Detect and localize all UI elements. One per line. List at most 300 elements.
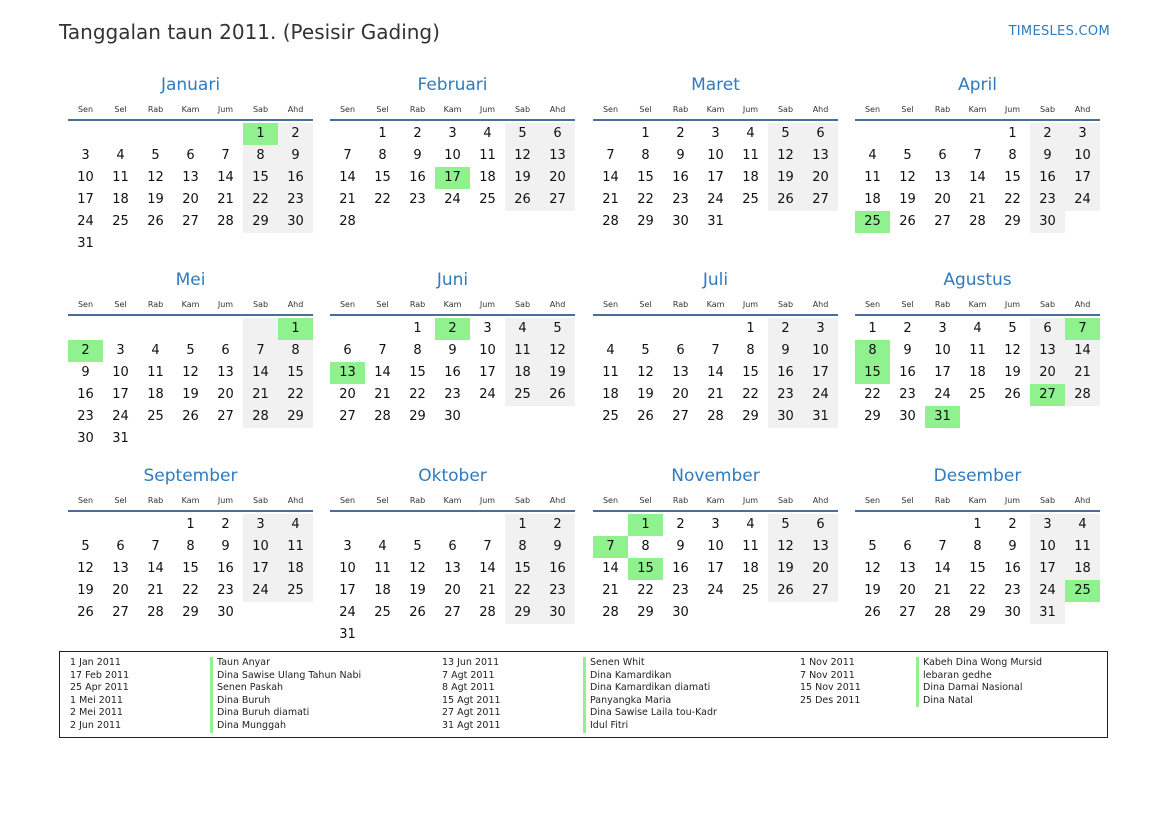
- day-cell: 3: [803, 318, 838, 340]
- month-name: April: [958, 75, 997, 95]
- day-cell: 9: [81, 365, 90, 380]
- weekday-label: Rab: [409, 105, 426, 114]
- day-cell: 7: [606, 148, 615, 163]
- day-cell: 8: [278, 340, 313, 362]
- holiday-date: 25 Apr 2011: [70, 682, 129, 694]
- day-cell: 29: [182, 605, 199, 620]
- day-empty: [803, 602, 838, 624]
- week-row: [855, 167, 1100, 189]
- day-cell: 23: [768, 384, 803, 406]
- day-empty: [470, 624, 505, 646]
- day-holiday: 15: [855, 362, 890, 384]
- month-januari: [68, 70, 313, 255]
- month-november: [593, 461, 838, 624]
- day-cell: 11: [479, 148, 496, 163]
- holiday-dates-col-2: [442, 657, 501, 733]
- day-cell: 3: [1065, 123, 1100, 145]
- day-cell: 23: [672, 192, 689, 207]
- day-cell: 23: [409, 192, 426, 207]
- day-cell: 20: [182, 192, 199, 207]
- week-row: [855, 580, 1100, 602]
- month-agustus: [855, 265, 1100, 428]
- week-row: [593, 558, 838, 580]
- day-cell: 12: [505, 145, 540, 167]
- day-cell: 7: [378, 343, 387, 358]
- holiday-name: Dina Buruh: [210, 695, 361, 708]
- day-cell: 20: [899, 583, 916, 598]
- day-cell: 22: [864, 387, 881, 402]
- day-cell: 20: [672, 387, 689, 402]
- day-cell: 19: [864, 583, 881, 598]
- day-cell: 16: [77, 387, 94, 402]
- day-cell: 6: [938, 148, 947, 163]
- day-cell: 2: [1030, 123, 1065, 145]
- day-cell: 18: [864, 192, 881, 207]
- weekday-label: Jum: [479, 105, 496, 114]
- day-empty: [593, 514, 628, 536]
- weekday-label: Ahd: [1074, 496, 1091, 505]
- month-april: [855, 70, 1100, 233]
- holiday-names-col-2: [583, 657, 717, 733]
- day-empty: [243, 318, 278, 340]
- day-cell: 26: [768, 189, 803, 211]
- day-holiday: 17: [435, 167, 470, 189]
- holiday-date: 2 Jun 2011: [70, 719, 122, 731]
- day-empty: [103, 318, 138, 340]
- month-name: Mei: [175, 270, 206, 290]
- day-cell: 7: [973, 148, 982, 163]
- day-cell: 13: [899, 561, 916, 576]
- day-cell: 21: [243, 384, 278, 406]
- day-cell: 12: [147, 170, 164, 185]
- holiday-names-col-1: [210, 657, 361, 733]
- day-cell: 18: [1065, 558, 1100, 580]
- day-cell: 14: [243, 362, 278, 384]
- holiday-date: 7 Nov 2011: [800, 669, 855, 681]
- weekday-label: Sel: [376, 300, 389, 309]
- day-cell: 14: [147, 561, 164, 576]
- week-row: [593, 602, 838, 624]
- week-row: [593, 340, 838, 362]
- day-cell: 30: [1004, 605, 1021, 620]
- day-cell: 11: [864, 170, 881, 185]
- day-cell: 5: [903, 148, 912, 163]
- day-cell: 31: [339, 627, 356, 642]
- day-cell: 28: [374, 409, 391, 424]
- weekday-label: Rab: [147, 300, 164, 309]
- month-name: Juli: [702, 270, 729, 290]
- week-row: [855, 602, 1100, 624]
- month-juni: [330, 265, 575, 428]
- day-cell: 8: [641, 539, 650, 554]
- day-cell: 23: [217, 583, 234, 598]
- day-cell: 15: [409, 365, 426, 380]
- day-empty: [365, 318, 400, 340]
- day-holiday: 2: [435, 318, 470, 340]
- day-empty: [330, 318, 365, 340]
- day-empty: [208, 428, 243, 450]
- week-row: [330, 189, 575, 211]
- day-cell: 17: [803, 362, 838, 384]
- week-row: [593, 123, 838, 145]
- day-cell: 1: [186, 517, 195, 532]
- day-cell: 2: [676, 517, 685, 532]
- day-cell: 27: [444, 605, 461, 620]
- weekday-label: Ahd: [287, 496, 304, 505]
- day-cell: 5: [641, 343, 650, 358]
- day-cell: 11: [969, 343, 986, 358]
- weekday-label: Sel: [639, 105, 652, 114]
- day-empty: [470, 514, 505, 536]
- day-cell: 2: [540, 514, 575, 536]
- day-empty: [960, 406, 995, 428]
- weekday-label: Jum: [1004, 105, 1021, 114]
- holiday-name: Dina Damai Nasional: [916, 682, 1042, 695]
- day-empty: [208, 123, 243, 145]
- day-empty: [173, 318, 208, 340]
- day-cell: 13: [217, 365, 234, 380]
- day-cell: 12: [540, 340, 575, 362]
- weekday-label: Sab: [777, 105, 794, 114]
- day-cell: 6: [803, 123, 838, 145]
- week-row: [68, 318, 313, 340]
- day-cell: 11: [742, 148, 759, 163]
- day-cell: 22: [409, 387, 426, 402]
- day-cell: 24: [707, 583, 724, 598]
- day-empty: [768, 211, 803, 233]
- day-cell: 31: [803, 406, 838, 428]
- weekday-label: Sel: [114, 300, 127, 309]
- day-cell: 29: [969, 605, 986, 620]
- day-cell: 20: [339, 387, 356, 402]
- month-name: September: [143, 466, 238, 486]
- day-cell: 18: [147, 387, 164, 402]
- day-cell: 21: [147, 583, 164, 598]
- day-cell: 12: [768, 145, 803, 167]
- weekday-header: [68, 100, 313, 121]
- holiday-name: Dina Munggah: [210, 720, 361, 733]
- day-cell: 30: [672, 605, 689, 620]
- day-cell: 20: [1030, 362, 1065, 384]
- weekday-label: Ahd: [549, 496, 566, 505]
- day-cell: 5: [151, 148, 160, 163]
- week-row: [330, 123, 575, 145]
- holiday-name: Panyangka Maria: [583, 695, 717, 708]
- day-cell: 4: [746, 126, 755, 141]
- day-cell: 8: [641, 148, 650, 163]
- week-row: [593, 536, 838, 558]
- holiday-date: 13 Jun 2011: [442, 657, 500, 668]
- day-cell: 11: [112, 170, 129, 185]
- day-cell: 26: [1004, 387, 1021, 402]
- weekday-label: Sen: [77, 496, 94, 505]
- day-cell: 21: [374, 387, 391, 402]
- day-cell: 12: [637, 365, 654, 380]
- day-cell: 18: [374, 583, 391, 598]
- day-cell: 3: [938, 321, 947, 336]
- day-cell: 21: [602, 192, 619, 207]
- day-cell: 6: [221, 343, 230, 358]
- month-mei: [68, 265, 313, 450]
- day-empty: [1065, 406, 1100, 428]
- weekday-label: Jum: [742, 105, 759, 114]
- weekday-label: Jum: [217, 300, 234, 309]
- day-empty: [855, 123, 890, 145]
- weekday-label: Rab: [672, 105, 689, 114]
- day-cell: 2: [278, 123, 313, 145]
- day-cell: 13: [540, 145, 575, 167]
- day-empty: [663, 318, 698, 340]
- day-cell: 31: [707, 214, 724, 229]
- day-holiday: 7: [593, 536, 628, 558]
- day-cell: 30: [444, 409, 461, 424]
- day-cell: 4: [483, 126, 492, 141]
- month-name: Maret: [691, 75, 740, 95]
- day-cell: 17: [243, 558, 278, 580]
- weekday-label: Sen: [864, 105, 881, 114]
- day-cell: 18: [602, 387, 619, 402]
- day-cell: 10: [1065, 145, 1100, 167]
- holiday-date: 17 Feb 2011: [70, 669, 130, 681]
- week-row: [855, 514, 1100, 536]
- day-cell: 10: [77, 170, 94, 185]
- day-cell: 14: [602, 170, 619, 185]
- day-cell: 22: [278, 384, 313, 406]
- day-cell: 18: [112, 192, 129, 207]
- day-cell: 6: [448, 539, 457, 554]
- day-cell: 31: [77, 236, 94, 251]
- weekday-label: Ahd: [812, 105, 829, 114]
- day-cell: 2: [903, 321, 912, 336]
- day-cell: 3: [343, 539, 352, 554]
- weekday-label: Sab: [1039, 105, 1056, 114]
- day-cell: 16: [899, 365, 916, 380]
- day-cell: 3: [116, 343, 125, 358]
- weekday-header: [68, 295, 313, 316]
- day-cell: 29: [278, 406, 313, 428]
- week-row: [330, 340, 575, 362]
- day-cell: 30: [278, 211, 313, 233]
- day-cell: 16: [1004, 561, 1021, 576]
- month-september: [68, 461, 313, 624]
- day-empty: [365, 624, 400, 646]
- week-row: [68, 167, 313, 189]
- day-cell: 29: [1004, 214, 1021, 229]
- day-cell: 10: [479, 343, 496, 358]
- day-cell: 25: [742, 583, 759, 598]
- day-cell: 23: [77, 409, 94, 424]
- weekday-label: Kam: [968, 496, 987, 505]
- week-row: [855, 189, 1100, 211]
- day-cell: 27: [899, 605, 916, 620]
- day-cell: 9: [221, 539, 230, 554]
- week-row: [68, 211, 313, 233]
- day-cell: 5: [768, 514, 803, 536]
- day-cell: 26: [505, 189, 540, 211]
- day-cell: 26: [147, 214, 164, 229]
- day-cell: 26: [409, 605, 426, 620]
- month-name: Januari: [160, 75, 221, 95]
- day-cell: 14: [479, 561, 496, 576]
- day-cell: 18: [742, 561, 759, 576]
- weekday-header: [593, 491, 838, 512]
- day-cell: 16: [768, 362, 803, 384]
- day-cell: 16: [409, 170, 426, 185]
- day-cell: 30: [1030, 211, 1065, 233]
- day-empty: [505, 406, 540, 428]
- day-cell: 17: [707, 170, 724, 185]
- weekday-label: Kam: [706, 105, 725, 114]
- day-cell: 24: [1030, 580, 1065, 602]
- day-cell: 17: [339, 583, 356, 598]
- day-cell: 10: [1030, 536, 1065, 558]
- weekday-label: Rab: [934, 300, 951, 309]
- day-cell: 22: [742, 387, 759, 402]
- day-empty: [540, 406, 575, 428]
- day-cell: 14: [217, 170, 234, 185]
- day-cell: 29: [637, 214, 654, 229]
- day-empty: [540, 211, 575, 233]
- day-cell: 4: [1065, 514, 1100, 536]
- day-cell: 14: [934, 561, 951, 576]
- day-cell: 4: [868, 148, 877, 163]
- week-row: [68, 602, 313, 624]
- weekday-label: Rab: [934, 105, 951, 114]
- day-cell: 27: [217, 409, 234, 424]
- weekday-label: Sen: [602, 496, 619, 505]
- day-cell: 28: [934, 605, 951, 620]
- day-empty: [435, 514, 470, 536]
- day-cell: 3: [483, 321, 492, 336]
- holiday-name: Senen Paskah: [210, 682, 361, 695]
- day-cell: 9: [540, 536, 575, 558]
- day-cell: 12: [864, 561, 881, 576]
- holiday-name: Senen Whit: [583, 657, 717, 670]
- day-cell: 10: [444, 148, 461, 163]
- weekday-header: [330, 491, 575, 512]
- site-link[interactable]: TIMESLES.COM: [1008, 24, 1110, 39]
- day-empty: [470, 211, 505, 233]
- day-cell: 19: [540, 362, 575, 384]
- day-cell: 5: [868, 539, 877, 554]
- day-empty: [890, 514, 925, 536]
- weekday-label: Sab: [1039, 496, 1056, 505]
- day-holiday: 1: [628, 514, 663, 536]
- day-cell: 20: [803, 167, 838, 189]
- day-cell: 25: [479, 192, 496, 207]
- day-cell: 7: [483, 539, 492, 554]
- day-cell: 27: [803, 580, 838, 602]
- day-empty: [890, 123, 925, 145]
- weekday-label: Ahd: [812, 300, 829, 309]
- day-cell: 24: [803, 384, 838, 406]
- holiday-date: 31 Agt 2011: [442, 719, 501, 731]
- day-cell: 11: [602, 365, 619, 380]
- holiday-name: Dina Natal: [916, 695, 1042, 708]
- month-februari: [330, 70, 575, 233]
- day-cell: 4: [116, 148, 125, 163]
- weekday-label: Sen: [864, 300, 881, 309]
- week-row: [593, 189, 838, 211]
- day-cell: 14: [339, 170, 356, 185]
- day-cell: 18: [505, 362, 540, 384]
- day-cell: 24: [934, 387, 951, 402]
- day-cell: 8: [413, 343, 422, 358]
- day-cell: 14: [1065, 340, 1100, 362]
- day-cell: 19: [505, 167, 540, 189]
- day-cell: 14: [969, 170, 986, 185]
- day-cell: 9: [768, 340, 803, 362]
- day-cell: 12: [1004, 343, 1021, 358]
- day-cell: 26: [864, 605, 881, 620]
- day-cell: 27: [339, 409, 356, 424]
- day-cell: 19: [1004, 365, 1021, 380]
- day-cell: 6: [676, 343, 685, 358]
- day-cell: 24: [479, 387, 496, 402]
- day-empty: [540, 624, 575, 646]
- weekday-label: Kam: [181, 496, 200, 505]
- day-cell: 30: [217, 605, 234, 620]
- day-cell: 23: [444, 387, 461, 402]
- week-row: [593, 145, 838, 167]
- weekday-label: Kam: [443, 105, 462, 114]
- day-cell: 3: [711, 517, 720, 532]
- weekday-label: Jum: [479, 300, 496, 309]
- holiday-date: 15 Agt 2011: [442, 694, 501, 706]
- day-cell: 20: [803, 558, 838, 580]
- day-empty: [960, 123, 995, 145]
- weekday-label: Sel: [901, 300, 914, 309]
- weekday-label: Sab: [252, 300, 269, 309]
- week-row: [855, 406, 1100, 428]
- day-cell: 10: [707, 539, 724, 554]
- day-cell: 16: [278, 167, 313, 189]
- day-cell: 1: [413, 321, 422, 336]
- day-cell: 6: [116, 539, 125, 554]
- day-cell: 10: [934, 343, 951, 358]
- day-cell: 30: [899, 409, 916, 424]
- day-cell: 26: [77, 605, 94, 620]
- day-empty: [470, 406, 505, 428]
- day-empty: [1065, 602, 1100, 624]
- day-cell: 23: [899, 387, 916, 402]
- day-cell: 26: [540, 384, 575, 406]
- day-cell: 30: [540, 602, 575, 624]
- day-empty: [855, 514, 890, 536]
- day-cell: 4: [746, 517, 755, 532]
- day-cell: 28: [602, 214, 619, 229]
- day-cell: 16: [217, 561, 234, 576]
- week-row: [855, 384, 1100, 406]
- day-cell: 27: [934, 214, 951, 229]
- day-empty: [103, 514, 138, 536]
- day-cell: 28: [217, 214, 234, 229]
- holiday-date: 7 Agt 2011: [442, 669, 495, 681]
- day-cell: 13: [934, 170, 951, 185]
- day-empty: [435, 211, 470, 233]
- weekday-label: Sel: [114, 496, 127, 505]
- day-cell: 9: [413, 148, 422, 163]
- week-row: [593, 514, 838, 536]
- day-empty: [278, 233, 313, 255]
- day-empty: [768, 602, 803, 624]
- day-holiday: 2: [68, 340, 103, 362]
- weekday-header: [855, 100, 1100, 121]
- day-cell: 14: [602, 561, 619, 576]
- week-row: [593, 167, 838, 189]
- weekday-label: Jum: [217, 105, 234, 114]
- holiday-name: Dina Kamardikan diamati: [583, 682, 717, 695]
